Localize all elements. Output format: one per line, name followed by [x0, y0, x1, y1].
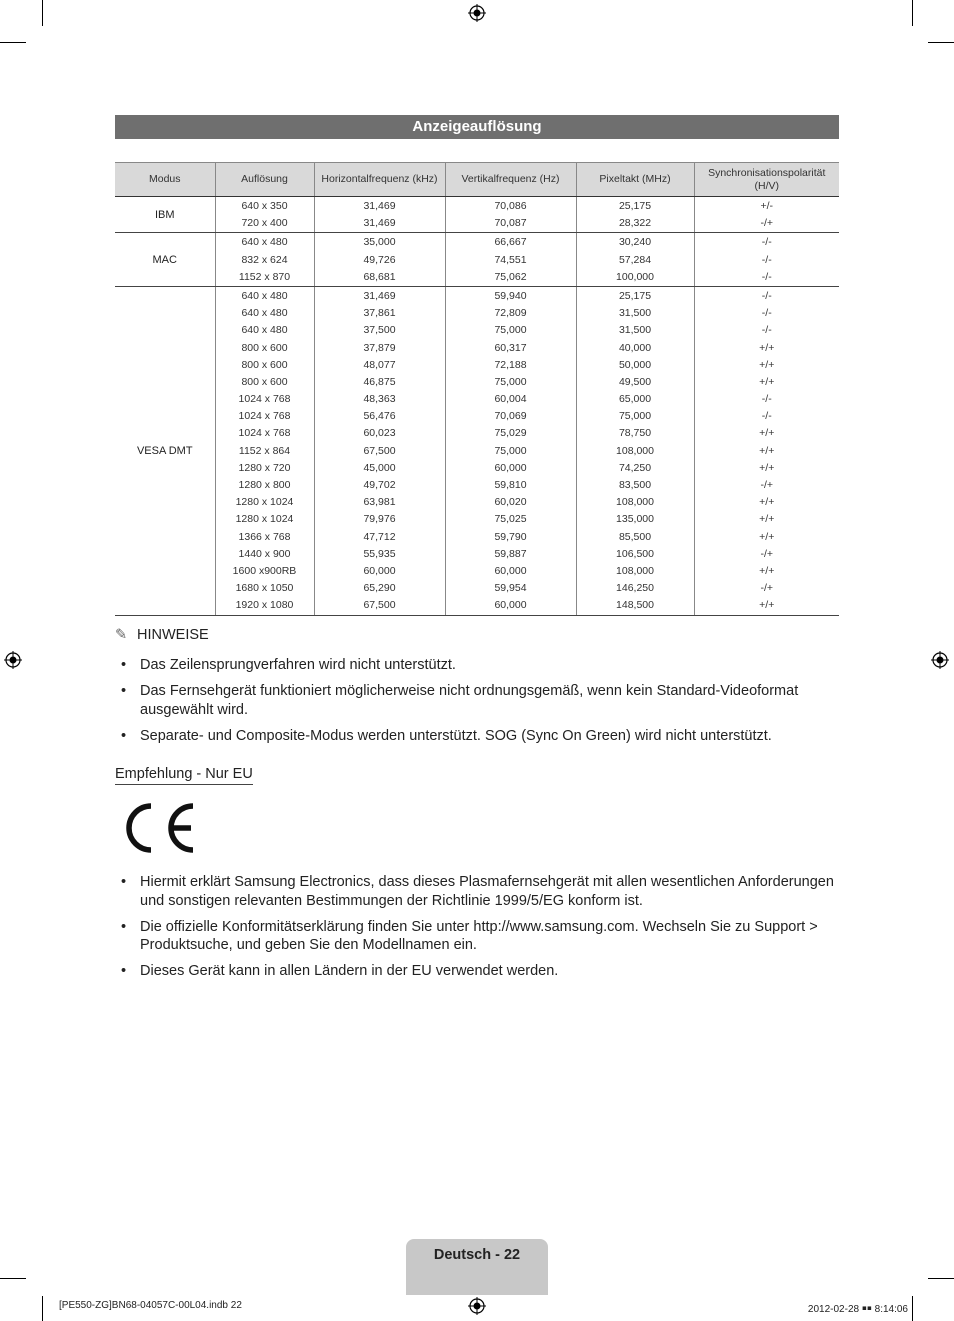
cell-value: 28,322	[618, 217, 652, 230]
table-cell	[445, 286, 576, 615]
cell-value: 75,000	[494, 444, 527, 457]
cell-value: 135,000	[616, 513, 654, 526]
cell-value: 1680 x 1050	[235, 582, 294, 595]
cell-value: +/+	[759, 358, 775, 371]
cell-value: 59,954	[494, 582, 527, 595]
cell-value: -/+	[760, 582, 774, 595]
cell-value: -/-	[761, 270, 772, 283]
cell-value: 37,861	[363, 307, 396, 320]
cell-value: 59,810	[494, 479, 527, 491]
cell-value: 640 x 480	[241, 289, 288, 302]
cell-value: -/-	[761, 307, 772, 320]
cell-value: 1280 x 1024	[235, 513, 294, 526]
cell-value: +/+	[759, 513, 775, 526]
cell-value: 48,363	[363, 393, 396, 406]
cell-value: 72,809	[494, 307, 527, 320]
cell-value: 1600 x900RB	[232, 564, 297, 577]
cell-value: 640 x 480	[241, 324, 288, 337]
cell-value: 31,469	[363, 289, 396, 302]
cell-value: 60,317	[494, 341, 527, 354]
notes-heading	[115, 627, 209, 643]
cell-value: +/+	[759, 341, 775, 354]
cell-value: 49,500	[618, 375, 652, 388]
cell-value: 60,023	[363, 427, 396, 440]
cell-value: 75,029	[494, 427, 527, 440]
cell-value: 57,284	[618, 253, 652, 266]
cell-value: 800 x 600	[241, 375, 288, 388]
cell-value: 60,000	[494, 461, 527, 474]
cell-value: 46,875	[363, 375, 396, 388]
cell-value: 49,702	[363, 479, 396, 491]
cell-value: 640 x 350	[241, 200, 288, 212]
cell-value: 70,069	[494, 410, 527, 423]
cell-value: 78,750	[618, 427, 652, 440]
column-header: Modus	[115, 163, 215, 197]
cell-value: +/+	[759, 375, 775, 388]
cell-value: 40,000	[618, 341, 652, 354]
cell-value: 56,476	[363, 410, 396, 423]
cell-value: 1152 x 864	[238, 444, 291, 457]
list-item: • Das Zeilensprungverfahren wird nicht unterstützt.	[115, 656, 845, 675]
cell-value: 31,500	[618, 324, 652, 337]
list-item: • Dieses Gerät kann in allen Ländern in der EU verwendet werden.	[115, 962, 845, 981]
crop-mark	[0, 42, 26, 43]
footer-file-info: [PE550-ZG]BN68-04057C-00L04.indb 22	[59, 1300, 242, 1311]
cell-value: 1440 x 900	[238, 547, 291, 560]
cell-value: 108,000	[616, 496, 654, 509]
crop-mark	[928, 42, 954, 43]
table-cell	[694, 233, 839, 287]
cell-value: 68,681	[363, 270, 396, 283]
cell-value: 832 x 624	[241, 253, 288, 266]
cell-value: 74,250	[618, 461, 652, 474]
cell-value: 148,500	[616, 599, 654, 612]
cell-value: 60,004	[494, 393, 527, 406]
cell-value: 63,981	[363, 496, 396, 509]
cell-value: 1280 x 1024	[235, 496, 294, 509]
mode-cell: MAC	[115, 233, 215, 287]
cell-value: 31,469	[363, 200, 396, 212]
column-header: Pixeltakt (MHz)	[576, 163, 694, 197]
cell-value: 50,000	[618, 358, 652, 371]
crop-mark	[912, 1296, 913, 1321]
table-cell	[314, 286, 445, 615]
table-cell	[215, 197, 314, 233]
cell-value: 25,175	[618, 200, 652, 212]
cell-value: +/+	[759, 496, 775, 509]
pencil-note-icon: ✎	[115, 627, 128, 643]
cell-value: -/-	[761, 324, 772, 337]
cell-value: 66,667	[494, 236, 527, 249]
cell-value: 1366 x 768	[238, 530, 291, 543]
cell-value: 35,000	[363, 236, 396, 249]
table-cell	[314, 197, 445, 233]
cell-value: +/+	[759, 444, 775, 457]
column-header: Auflösung	[215, 163, 314, 197]
table-cell	[445, 233, 576, 287]
recommendation-heading: Empfehlung - Nur EU	[115, 766, 253, 785]
resolution-table	[115, 162, 839, 616]
table-row	[115, 197, 839, 233]
cell-value: 640 x 480	[241, 236, 288, 249]
crop-mark	[42, 1296, 43, 1321]
cell-value: 640 x 480	[241, 307, 288, 320]
cell-value: 800 x 600	[241, 341, 288, 354]
cell-value: 31,500	[618, 307, 652, 320]
table-cell	[445, 197, 576, 233]
cell-value: 1920 x 1080	[235, 599, 294, 612]
registration-mark-icon	[4, 651, 22, 669]
table-cell	[694, 197, 839, 233]
column-header: Vertikalfrequenz (Hz)	[445, 163, 576, 197]
cell-value: 108,000	[616, 564, 654, 577]
cell-value: 45,000	[363, 461, 396, 474]
cell-value: -/-	[761, 253, 772, 266]
cell-value: 1280 x 720	[238, 461, 291, 474]
table-cell	[576, 233, 694, 287]
cell-value: 83,500	[618, 479, 652, 491]
column-header: Horizontalfrequenz (kHz)	[314, 163, 445, 197]
cell-value: 67,500	[363, 599, 396, 612]
cell-value: -/-	[761, 236, 772, 249]
cell-value: 75,062	[494, 270, 527, 283]
cell-value: +/+	[759, 599, 775, 612]
table-cell	[576, 197, 694, 233]
table-cell	[314, 233, 445, 287]
cell-value: 60,000	[494, 599, 527, 612]
page-number-tab: Deutsch - 22	[406, 1239, 548, 1295]
cell-value: 49,726	[363, 253, 396, 266]
cell-value: 74,551	[494, 253, 527, 266]
table-row	[115, 233, 839, 287]
cell-value: 75,025	[494, 513, 527, 526]
cell-value: 59,940	[494, 289, 527, 302]
notes-list	[115, 656, 845, 753]
registration-mark-icon	[468, 1297, 486, 1315]
cell-value: 55,935	[363, 547, 396, 560]
cell-value: -/-	[761, 410, 772, 423]
cell-value: 1152 x 870	[238, 270, 291, 283]
mode-cell: VESA DMT	[115, 286, 215, 615]
cell-value: 100,000	[616, 270, 654, 283]
cell-value: 1024 x 768	[238, 410, 291, 423]
cell-value: 146,250	[616, 582, 654, 595]
cell-value: +/+	[759, 530, 775, 543]
table-header-row	[115, 163, 839, 197]
cell-value: 65,290	[363, 582, 396, 595]
table-cell	[215, 286, 314, 615]
list-item: • Hiermit erklärt Samsung Electronics, dass dieses Plasmafernsehgerät mit allen wesentlichen Anforderungen und sonstigen relevanten Bestimmungen der Richtlinie 1999/5/EG konform ist.	[115, 873, 845, 910]
cell-value: 59,887	[494, 547, 527, 560]
crop-mark	[912, 0, 913, 26]
crop-mark	[42, 0, 43, 26]
cell-value: 60,000	[494, 564, 527, 577]
cell-value: 37,500	[363, 324, 396, 337]
cell-value: 79,976	[363, 513, 396, 526]
ce-mark-icon	[123, 802, 199, 854]
cell-value: 108,000	[616, 444, 654, 457]
cell-value: 25,175	[618, 289, 652, 302]
cell-value: +/+	[759, 461, 775, 474]
table-cell	[215, 233, 314, 287]
notes-heading-label: HINWEISE	[137, 627, 209, 643]
cell-value: 106,500	[616, 547, 654, 560]
cell-value: 72,188	[494, 358, 527, 371]
table-cell	[576, 286, 694, 615]
cell-value: 30,240	[618, 236, 652, 249]
registration-mark-icon	[468, 4, 486, 22]
footer-timestamp: 2012-02-28 ￭￭ 8:14:06	[807, 1304, 908, 1315]
section-title: Anzeigeauflösung	[115, 115, 839, 139]
cell-value: -/+	[760, 479, 774, 491]
cell-value: 1024 x 768	[238, 393, 291, 406]
list-item: • Das Fernsehgerät funktioniert möglicherweise nicht ordnungsgemäß, wenn kein Standard-Videoformat ausgewählt wird.	[115, 682, 845, 719]
cell-value: 48,077	[363, 358, 396, 371]
mode-cell: IBM	[115, 197, 215, 233]
cell-value: +/+	[759, 427, 775, 440]
cell-value: +/-	[760, 200, 774, 212]
cell-value: 75,000	[494, 375, 527, 388]
crop-mark	[928, 1278, 954, 1279]
cell-value: 1280 x 800	[238, 479, 291, 491]
list-item: • Separate- und Composite-Modus werden unterstützt. SOG (Sync On Green) wird nicht unterstützt.	[115, 727, 845, 746]
cell-value: -/-	[761, 393, 772, 406]
list-item: • Die offizielle Konformitätserklärung finden Sie unter http://www.samsung.com. Wechseln Sie zu Support > Produktsuche, und geben Sie den Modellnamen ein.	[115, 918, 845, 955]
recommendation-list	[115, 873, 845, 988]
cell-value: 31,469	[363, 217, 396, 230]
crop-mark	[0, 1278, 26, 1279]
cell-value: 37,879	[363, 341, 396, 354]
cell-value: 1024 x 768	[238, 427, 291, 440]
cell-value: 67,500	[363, 444, 396, 457]
cell-value: 85,500	[618, 530, 652, 543]
cell-value: 75,000	[494, 324, 527, 337]
cell-value: 59,790	[494, 530, 527, 543]
cell-value: 720 x 400	[241, 217, 288, 230]
cell-value: 800 x 600	[241, 358, 288, 371]
cell-value: 60,000	[363, 564, 396, 577]
cell-value: -/+	[760, 217, 774, 230]
cell-value: 47,712	[363, 530, 396, 543]
cell-value: -/-	[761, 289, 772, 302]
registration-mark-icon	[931, 651, 949, 669]
cell-value: +/+	[759, 564, 775, 577]
column-header: Synchronisationspolarität (H/V)	[694, 163, 839, 197]
table-cell	[694, 286, 839, 615]
table-row	[115, 286, 839, 615]
cell-value: 70,086	[494, 200, 527, 212]
cell-value: 70,087	[494, 217, 527, 230]
cell-value: -/+	[760, 547, 774, 560]
cell-value: 75,000	[618, 410, 652, 423]
cell-value: 60,020	[494, 496, 527, 509]
cell-value: 65,000	[618, 393, 652, 406]
